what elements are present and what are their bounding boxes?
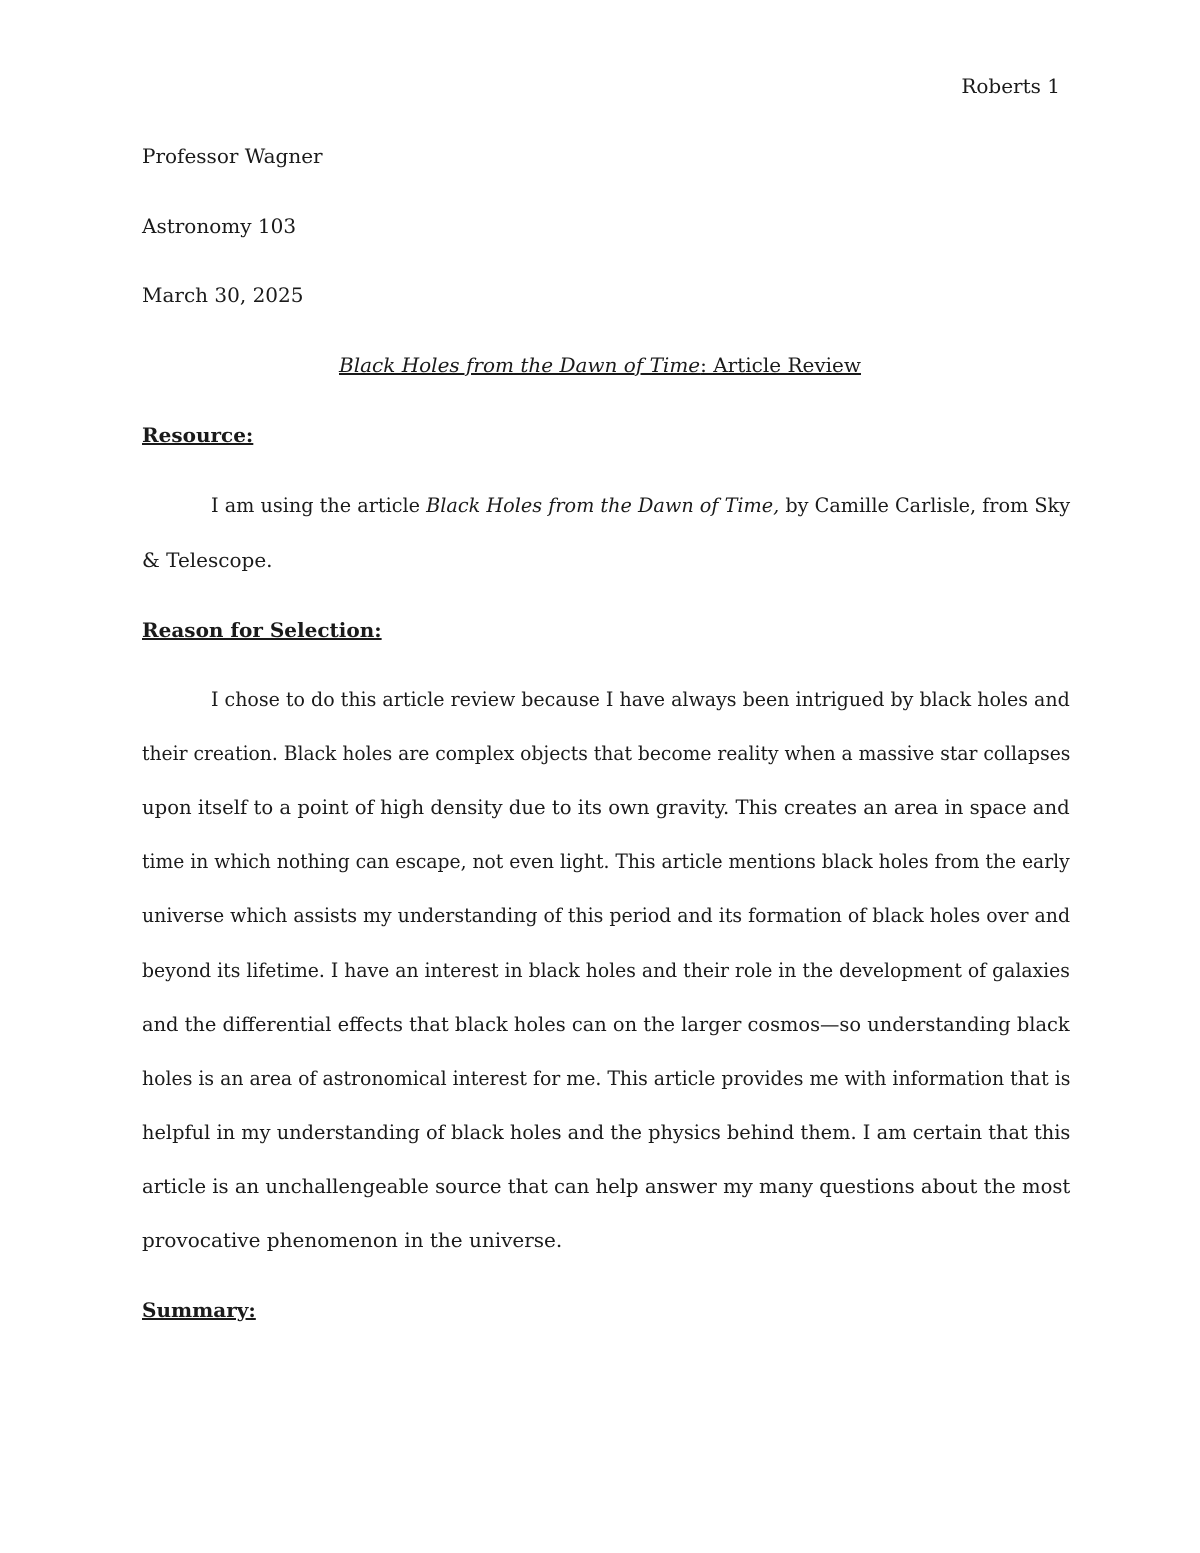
reason-line: holes is an area of astronomical interest for me. This article provides me with information that is	[142, 1066, 1071, 1090]
reason-line: time in which nothing can escape, not even light. This article mentions black holes from the early	[142, 849, 1070, 873]
reason-line: and the differential effects that black holes can on the larger cosmos—so understanding black	[142, 1012, 1070, 1036]
document-title	[0, 352, 1200, 378]
resource-line-article-title: Black Holes from the Dawn of Time,	[426, 493, 780, 517]
title-suffix: : Article Review	[700, 353, 861, 377]
title-article-name: Black Holes from the Dawn of Time	[339, 353, 701, 377]
reason-line: upon itself to a point of high density due to its own gravity. This creates an area in space and	[142, 795, 1070, 819]
reason-heading: Reason for Selection:	[142, 618, 382, 642]
resource-line	[211, 492, 1070, 518]
document-date: March 30, 2025	[142, 283, 304, 307]
reason-line: helpful in my understanding of black holes and the physics behind them. I am certain that this	[142, 1120, 1071, 1144]
course-name: Astronomy 103	[142, 214, 297, 238]
reason-line: article is an unchallengeable source that can help answer my many questions about the most	[142, 1174, 1071, 1198]
resource-line-after: by Camille Carlisle, from Sky	[779, 493, 1071, 517]
page-header-number: Roberts 1	[961, 74, 1060, 98]
resource-line-before: I am using the article	[211, 493, 427, 517]
summary-heading: Summary:	[142, 1298, 256, 1322]
reason-line: universe which assists my understanding of this period and its formation of black holes over and	[142, 903, 1071, 927]
reason-line: provocative phenomenon in the universe.	[142, 1228, 563, 1252]
resource-line: & Telescope.	[142, 548, 273, 572]
resource-heading: Resource:	[142, 423, 254, 447]
professor-name: Professor Wagner	[142, 144, 323, 168]
reason-line: beyond its lifetime. I have an interest in black holes and their role in the development of galaxies	[142, 958, 1070, 982]
reason-line: their creation. Black holes are complex objects that become reality when a massive star collapses	[142, 741, 1071, 765]
reason-line: I chose to do this article review because I have always been intrigued by black holes and	[211, 687, 1070, 711]
